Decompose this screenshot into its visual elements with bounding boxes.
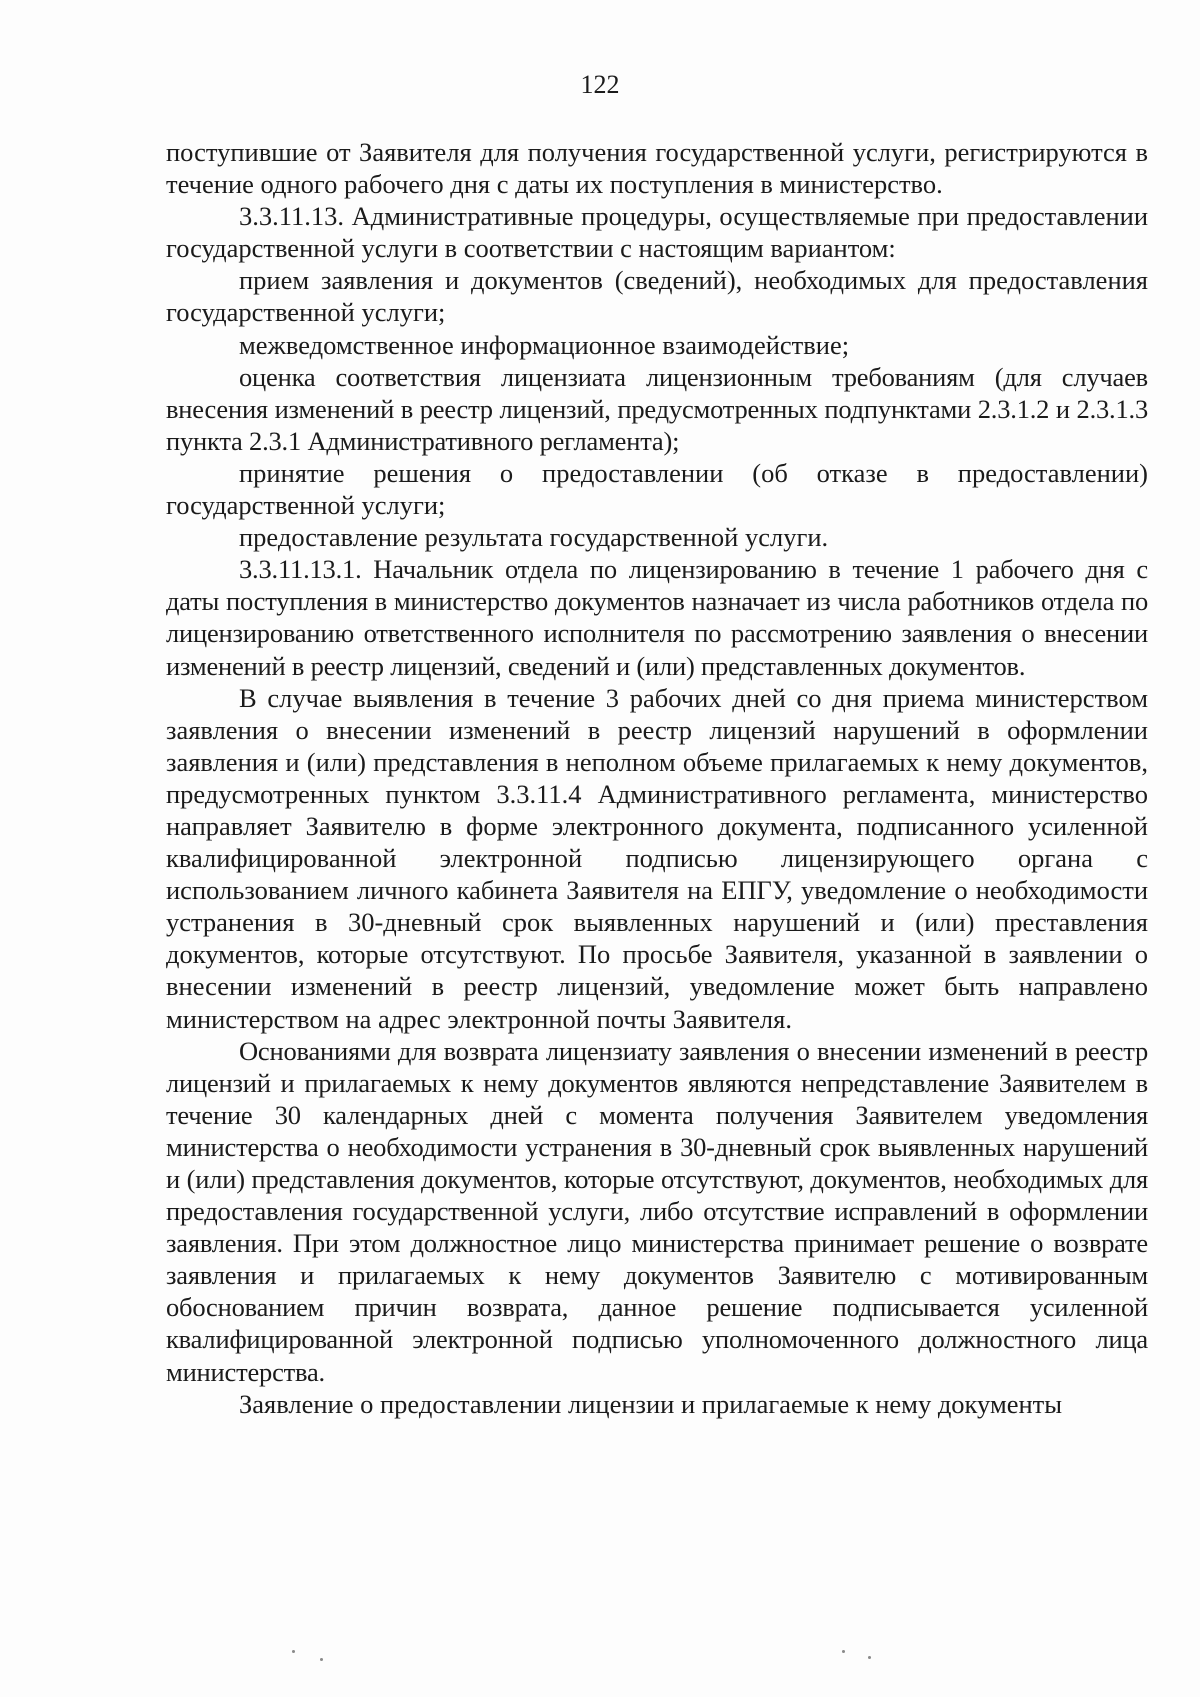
list-item: предоставление результата государственной услуги. <box>239 522 829 553</box>
list-item: принятие решения о предоставлении (об отказе в предоставлении) государственной услуги; <box>166 457 1148 521</box>
paragraph: 3.3.11.13. Административные процедуры, осуществляемые при предоставлении государственной услуги в соответствии с настоящим вариантом: <box>166 201 1148 264</box>
list-item: межведомственное информационное взаимодействие; <box>239 329 850 360</box>
paragraph: В случае выявления в течение 3 рабочих дней со дня приема министерством заявления о внесении изменений в реестр лицензий нарушений в оформлении заявления и (или) представления в неполном объеме прилагаемых к нему документов, предусмотренных пунктом 3.3.11.4 Административного регламента, министерство направляет Заявителю в форме электронного документа, подписанного усиленной квалифицированной электронной подписью лицензирующего органа с использованием личного кабинета Заявителя на ЕПГУ, уведомление о необходимости устранения в 30-дневный срок выявленных нарушений и (или) преставления документов, которые отсутствуют. По просьбе Заявителя, указанной в заявлении о внесении изменений в реестр лицензий, уведомление может быть направлено министерством на адрес электронной почты Заявителя. <box>166 682 1148 1034</box>
list-item: оценка соответствия лицензиата лицензионным требованиям (для случаев внесения изменений в реестр лицензий, предусмотренных подпунктами 2.3.1.2 и 2.3.1.3 пункта 2.3.1 Административного регламента); <box>166 361 1148 456</box>
paragraph: 3.3.11.13.1. Начальник отдела по лицензированию в течение 1 рабочего дня с даты поступления в министерство документов назначает из числа работников отдела по лицензированию ответственного исполнителя по рассмотрению заявления о внесении изменений в реестр лицензий, сведений и (или) представленных документов. <box>166 554 1148 681</box>
scan-speck <box>868 1656 871 1659</box>
document-body <box>166 136 1148 1420</box>
scan-speck <box>842 1650 845 1653</box>
page-number: 122 <box>580 70 620 99</box>
paragraph: Основаниями для возврата лицензиату заявления о внесении изменений в реестр лицензий и прилагаемых к нему документов являются непредставление Заявителем в течение 30 календарных дней с момента получения Заявителем уведомления министерства о необходимости устранения в 30-дневный срок выявленных нарушений и (или) представления документов, которые отсутствуют, документов, необходимых для предоставления государственной услуги, либо отсутствие исправлений в оформлении заявления. При этом должностное лицо министерства принимает решение о возврате заявления и прилагаемых к нему документов Заявителю с мотивированным обоснованием причин возврата, данное решение подписывается усиленной квалифицированной электронной подписью уполномоченного должностного лица министерства. <box>166 1035 1148 1387</box>
list-item: прием заявления и документов (сведений), необходимых для предоставления государственной услуги; <box>166 265 1148 328</box>
scan-speck <box>292 1650 295 1653</box>
paragraph: поступившие от Заявителя для получения государственной услуги, регистрируются в течение одного рабочего дня с даты их поступления в министерство. <box>166 137 1148 200</box>
paragraph: Заявление о предоставлении лицензии и прилагаемые к нему документы <box>239 1388 1063 1419</box>
scan-speck <box>320 1658 323 1661</box>
